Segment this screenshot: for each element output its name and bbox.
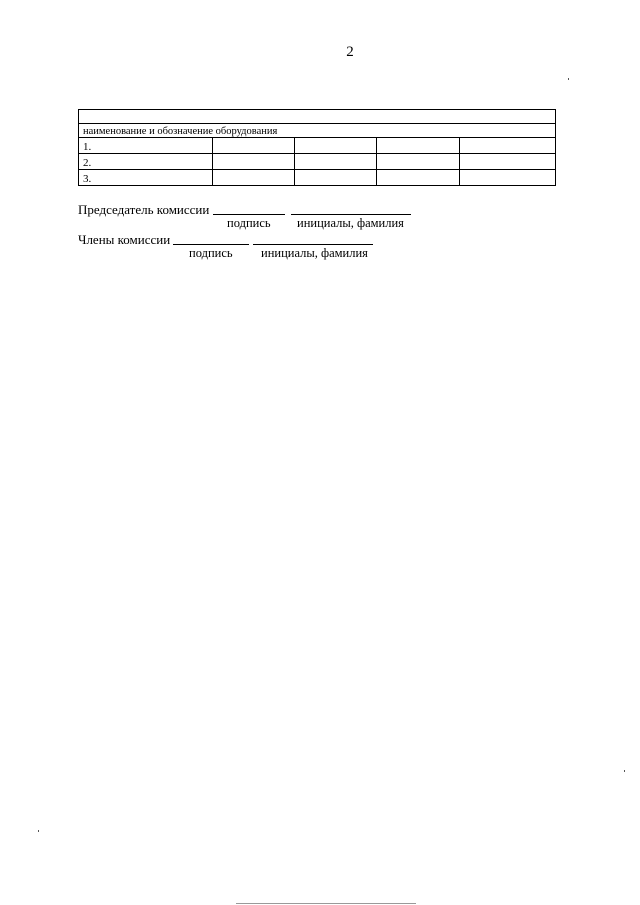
equipment-table bbox=[78, 109, 556, 186]
table-row bbox=[79, 170, 556, 186]
table-cell bbox=[213, 170, 295, 186]
chairman-name-caption: инициалы, фамилия bbox=[297, 216, 404, 230]
table-cell bbox=[295, 170, 377, 186]
table-cell bbox=[460, 154, 556, 170]
table-cell bbox=[295, 154, 377, 170]
members-name-line bbox=[253, 244, 373, 245]
row-number: 3. bbox=[79, 170, 213, 186]
table-cell bbox=[460, 138, 556, 154]
chairman-signature-line bbox=[213, 214, 285, 215]
scan-edge-line bbox=[236, 903, 416, 904]
table-blank-cell bbox=[79, 110, 556, 124]
page-number: 2 bbox=[346, 44, 354, 60]
table-cell bbox=[377, 170, 460, 186]
table-header-row bbox=[79, 124, 556, 138]
table-row bbox=[79, 154, 556, 170]
chairman-label: Председатель комиссии bbox=[78, 202, 210, 217]
row-number: 2. bbox=[79, 154, 213, 170]
members-signature-caption: подпись bbox=[189, 246, 233, 260]
table-cell bbox=[377, 154, 460, 170]
table-cell bbox=[295, 138, 377, 154]
chairman-signature-caption: подпись bbox=[227, 216, 271, 230]
table-cell bbox=[213, 138, 295, 154]
members-name-caption: инициалы, фамилия bbox=[261, 246, 368, 260]
row-number: 1. bbox=[79, 138, 213, 154]
members-label: Члены комиссии bbox=[78, 232, 171, 247]
table-cell bbox=[460, 170, 556, 186]
table-row bbox=[79, 138, 556, 154]
chairman-name-line bbox=[291, 214, 411, 215]
equipment-name-header: наименование и обозначение оборудования bbox=[79, 124, 556, 138]
scan-speck bbox=[624, 770, 625, 772]
table-cell bbox=[377, 138, 460, 154]
members-signature-line bbox=[173, 244, 249, 245]
table-blank-row bbox=[79, 110, 556, 124]
scan-speck bbox=[38, 830, 39, 832]
scan-speck bbox=[568, 78, 569, 80]
table-cell bbox=[213, 154, 295, 170]
